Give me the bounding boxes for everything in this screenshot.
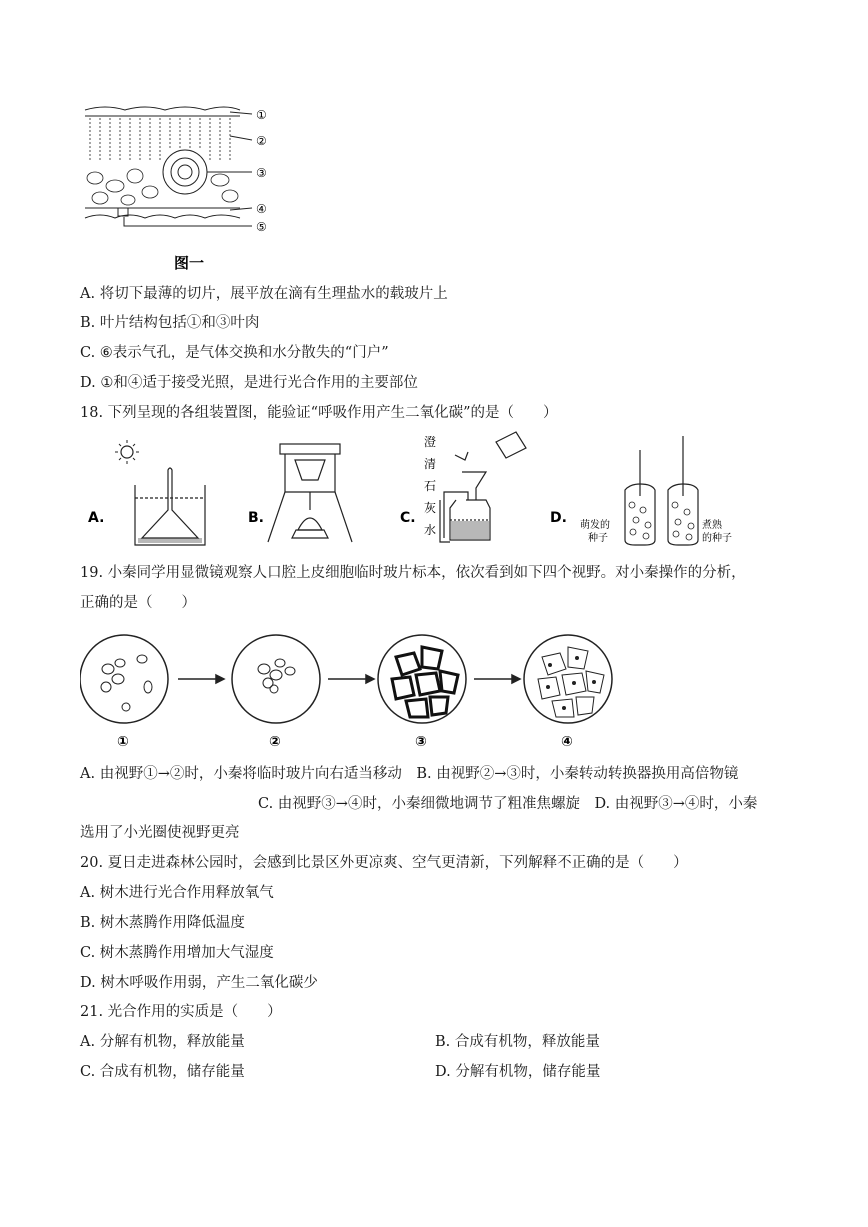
q19-options-line1: A. 由视野①→②时，小秦将临时玻片向右适当移动 B. 由视野②→③时，小秦转动转换器换用高倍物镜 (80, 766, 739, 782)
q21-stem: 21. 光合作用的实质是（ ） (80, 1004, 282, 1020)
q18-c-char-1: 澄 (424, 435, 437, 449)
q18-c-char-2: 清 (424, 457, 437, 471)
leaf-label-1: ① (256, 108, 267, 122)
q18-c-char-3: 石 (424, 479, 437, 493)
q18-apparatus-figure (80, 430, 740, 555)
q17-option-c: C. ⑥表示气孔，是气体交换和水分散失的“门户” (80, 345, 389, 361)
figure-caption: 图一 (174, 254, 205, 272)
q20-option-a: A. 树木进行光合作用释放氧气 (80, 885, 274, 901)
q18-label-b: B. (248, 510, 264, 526)
q20-option-b: B. 树木蒸腾作用降低温度 (80, 915, 245, 931)
leaf-label-2: ② (256, 134, 267, 148)
q21-option-c: C. 合成有机物，储存能量 (80, 1064, 245, 1080)
q19-stem-line2: 正确的是（ ） (80, 595, 196, 611)
q18-c-char-5: 水 (424, 523, 437, 537)
q18-label-c: C. (400, 510, 416, 526)
leaf-section-figure (80, 100, 280, 275)
q18-stem: 18. 下列呈现的各组装置图，能验证“呼吸作用产生二氧化碳”的是（ ） (80, 405, 558, 421)
q17-option-b: B. 叶片结构包括①和③叶肉 (80, 315, 260, 331)
q19-stem-line1: 19. 小秦同学用显微镜观察人口腔上皮细胞临时玻片标本，依次看到如下四个视野。对小秦操作的分析， (80, 565, 746, 581)
q19-view-label-2: ② (269, 734, 281, 750)
q20-option-d: D. 树木呼吸作用弱，产生二氧化碳少 (80, 975, 318, 991)
q18-d-left-label-2: 种子 (588, 533, 608, 544)
q21-option-d: D. 分解有机物，储存能量 (435, 1064, 601, 1080)
q21-option-a: A. 分解有机物，释放能量 (80, 1034, 245, 1050)
q20-option-c: C. 树木蒸腾作用增加大气湿度 (80, 945, 274, 961)
leaf-label-4: ④ (256, 202, 267, 216)
q18-c-char-4: 灰 (424, 501, 437, 515)
q19-view-label-1: ① (117, 734, 129, 750)
q19-options-line2: C. 由视野③→④时，小秦细微地调节了粗准焦螺旋 D. 由视野③→④时，小秦 (258, 796, 758, 812)
q18-label-a: A. (88, 510, 105, 526)
q19-views-figure (80, 625, 620, 755)
q18-d-right-label-2: 的种子 (702, 533, 732, 544)
leaf-label-3: ③ (256, 166, 267, 180)
q21-option-b: B. 合成有机物，释放能量 (435, 1034, 600, 1050)
q19-view-label-4: ④ (561, 734, 573, 750)
q17-option-a: A. 将切下最薄的切片，展平放在滴有生理盐水的载玻片上 (80, 286, 448, 302)
q19-options-line3: 选用了小光圈使视野更亮 (80, 825, 240, 841)
q19-view-label-3: ③ (415, 734, 427, 750)
q18-d-right-label-1: 煮熟 (702, 520, 722, 531)
q18-d-left-label-1: 萌发的 (580, 520, 610, 531)
leaf-label-5: ⑤ (256, 220, 267, 234)
q18-label-d: D. (550, 510, 567, 526)
q20-stem: 20. 夏日走进森林公园时，会感到比景区外更凉爽、空气更清新，下列解释不正确的是（ ） (80, 855, 688, 871)
q17-option-d: D. ①和④适于接受光照，是进行光合作用的主要部位 (80, 375, 418, 391)
